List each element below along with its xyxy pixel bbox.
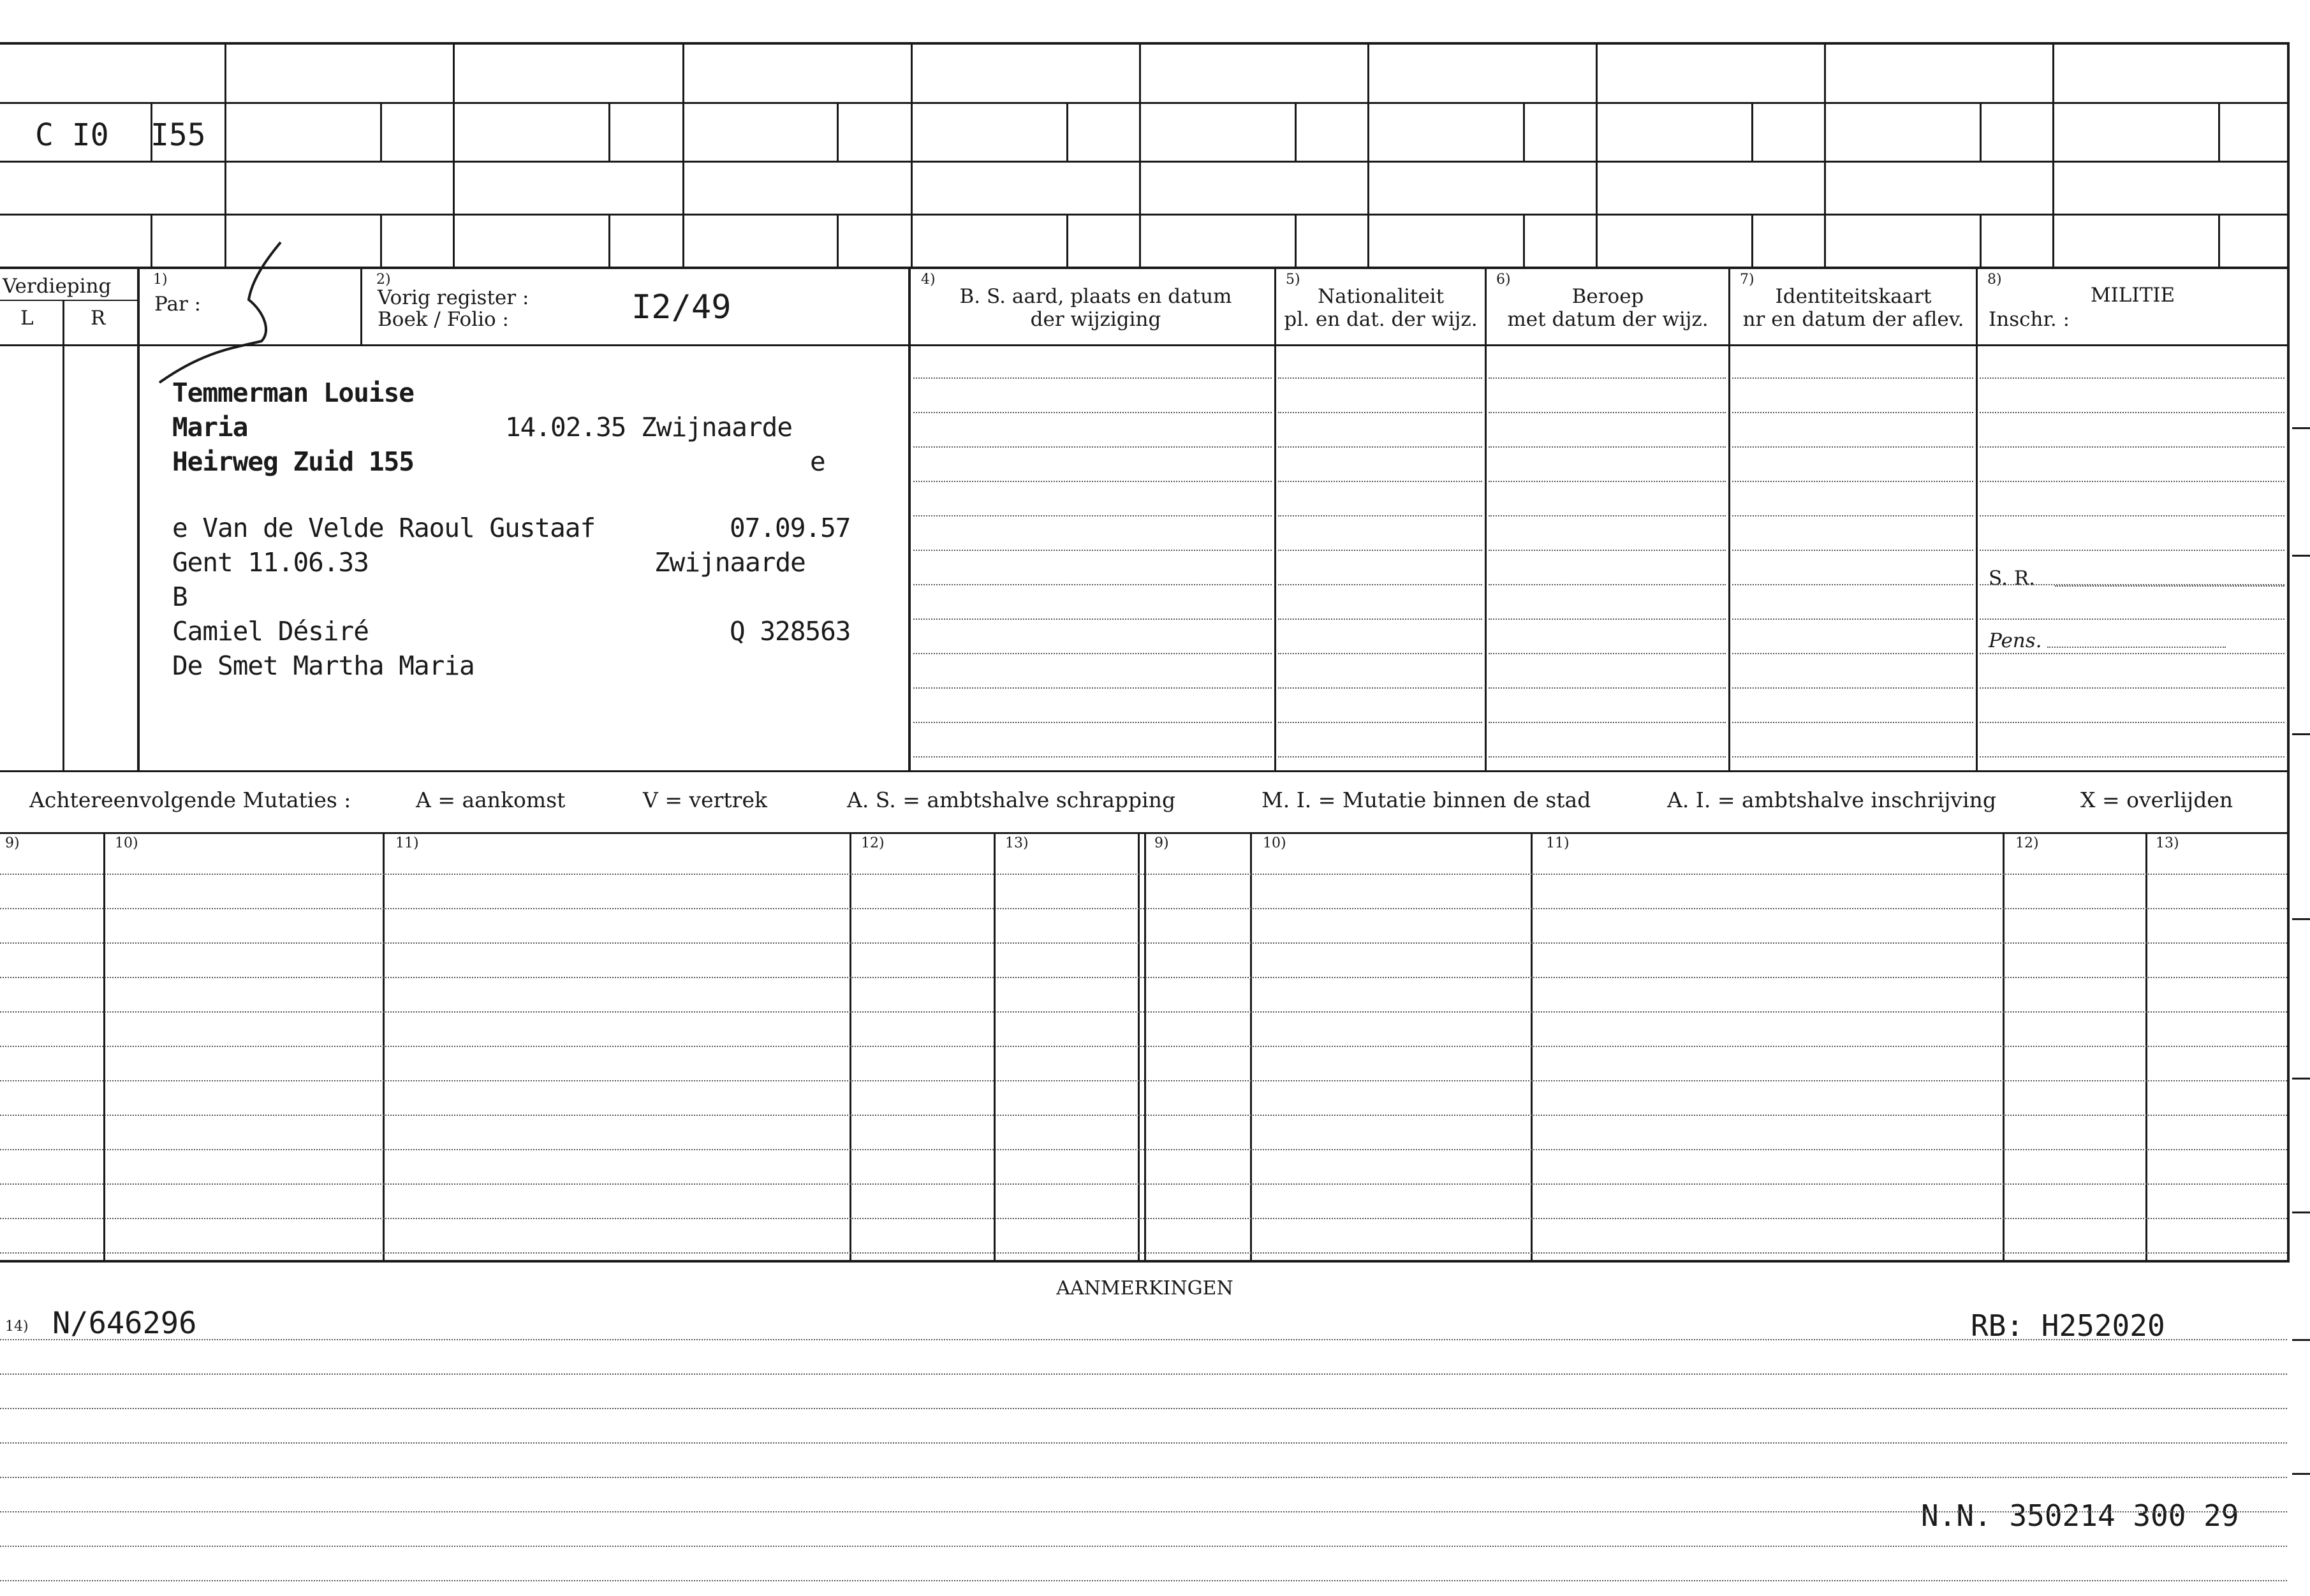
dotted-rule <box>1980 515 2284 516</box>
dotted-rule <box>1732 653 1973 654</box>
field2-label1: Vorig register : <box>378 286 529 309</box>
form-rule <box>2052 42 2054 269</box>
aanmerkingen-value: N/646296 <box>52 1306 197 1341</box>
form-rule <box>911 42 913 269</box>
dotted-rule <box>913 446 1272 448</box>
field6-label2: met datum der wijz. <box>1507 308 1709 331</box>
dotted-rule <box>0 1477 2287 1478</box>
person-spouse: e Van de Velde Raoul Gustaaf <box>172 513 596 543</box>
form-rule <box>2292 1473 2310 1475</box>
person-name-line2: Maria <box>172 412 248 443</box>
dotted-rule <box>1489 412 1726 413</box>
dotted-rule <box>1980 412 2284 413</box>
verdieping-title: Verdieping <box>3 275 112 298</box>
mutatie-vertrek: V = vertrek <box>643 787 767 812</box>
militie-pens: Pens. <box>1989 629 2042 652</box>
form-rule <box>2292 733 2310 735</box>
dotted-rule <box>913 550 1272 551</box>
person-father: Camiel Désiré <box>172 616 369 647</box>
dotted-rule <box>1489 481 1726 482</box>
dotted-rule <box>1732 722 1973 723</box>
form-rule <box>608 102 610 161</box>
dotted-rule <box>1278 446 1482 448</box>
dotted-rule <box>1278 687 1482 689</box>
person-address: Heirweg Zuid 155 <box>172 446 414 477</box>
mut-col-11-right: 11) <box>1546 835 1570 851</box>
field2-num: 2) <box>376 272 391 288</box>
dotted-rule <box>1732 756 1973 758</box>
form-rule <box>1824 42 1826 269</box>
form-rule <box>1751 214 1753 269</box>
dotted-rule <box>1732 550 1973 551</box>
form-rule <box>1295 102 1297 161</box>
form-rule <box>837 214 839 269</box>
person-spouse-birth: Gent 11.06.33 <box>172 547 369 578</box>
dotted-rule <box>1278 412 1482 413</box>
field4-label2: der wijziging <box>1030 308 1161 331</box>
dotted-rule <box>1489 584 1726 585</box>
verdieping-right: R <box>91 307 106 330</box>
aanmerkingen-num: 14) <box>5 1319 29 1335</box>
militie-title: MILITIE <box>2090 284 2175 307</box>
dotted-rule <box>913 481 1272 482</box>
form-rule <box>837 102 839 161</box>
mut-col-13-right: 13) <box>2156 835 2179 851</box>
dotted-rule <box>1732 687 1973 689</box>
person-marriage-place: Zwijnaarde <box>654 547 806 578</box>
dotted-rule <box>913 584 1272 585</box>
dotted-rule <box>0 1183 2287 1185</box>
dotted-rule <box>913 653 1272 654</box>
rb-number: RB: H252020 <box>1971 1308 2165 1343</box>
reference-number: I55 <box>151 117 206 153</box>
dotted-rule <box>1980 584 2284 585</box>
form-rule <box>1980 214 1982 269</box>
dotted-rule <box>913 756 1272 758</box>
reference-code: C I0 <box>35 117 109 153</box>
dotted-rule <box>0 1408 2287 1409</box>
person-marriage-date: 07.09.57 <box>730 513 851 543</box>
nn-number: N.N. 350214 300 29 <box>1921 1498 2239 1533</box>
mut-col-10-right: 10) <box>1263 835 1286 851</box>
dotted-rule <box>1980 446 2284 448</box>
field1-num: 1) <box>153 272 168 288</box>
form-rule <box>1066 214 1068 269</box>
form-rule <box>1751 102 1753 161</box>
form-rule <box>453 42 455 269</box>
verdieping-left: L <box>20 307 34 330</box>
person-id-card: Q 328563 <box>730 616 851 647</box>
dotted-rule <box>1278 550 1482 551</box>
person-name-line1: Temmerman Louise <box>172 377 414 408</box>
form-rule <box>2292 555 2310 557</box>
militie-inschr: Inschr. : <box>1989 308 2070 331</box>
field4-num: 4) <box>921 272 936 288</box>
dotted-rule <box>1278 722 1482 723</box>
mutatie-ambtshalve-inschrijving: A. I. = ambtshalve inschrijving <box>1667 787 1997 812</box>
dotted-rule <box>1732 619 1973 620</box>
form-rule <box>2292 1078 2310 1080</box>
dotted-rule <box>1732 446 1973 448</box>
dotted-rule <box>1278 653 1482 654</box>
dotted-rule <box>913 687 1272 689</box>
form-rule <box>608 214 610 269</box>
dotted-rule <box>1489 550 1726 551</box>
dotted-rule <box>0 1339 2287 1340</box>
aanmerkingen-title: AANMERKINGEN <box>1056 1277 1233 1299</box>
dotted-rule <box>0 1511 2287 1512</box>
dotted-rule <box>1980 619 2284 620</box>
dotted-rule <box>1489 446 1726 448</box>
dotted-rule <box>0 1046 2287 1047</box>
dotted-rule <box>913 412 1272 413</box>
mutatie-binnen-stad: M. I. = Mutatie binnen de stad <box>1262 787 1591 812</box>
dotted-rule <box>1278 377 1482 379</box>
mut-col-9-left: 9) <box>5 835 20 851</box>
mutatie-aankomst: A = aankomst <box>416 787 566 812</box>
form-rule <box>380 102 382 161</box>
form-rule <box>151 214 152 269</box>
mut-col-11-left: 11) <box>395 835 419 851</box>
field8-num: 8) <box>1987 272 2002 288</box>
dotted-rule <box>0 977 2287 978</box>
dotted-rule <box>1489 756 1726 758</box>
form-rule <box>1980 102 1982 161</box>
dotted-rule <box>1278 481 1482 482</box>
dotted-rule <box>1489 515 1726 516</box>
mut-col-12-left: 12) <box>861 835 885 851</box>
form-rule <box>2292 1339 2310 1341</box>
dotted-rule <box>1278 584 1482 585</box>
dotted-rule <box>1732 584 1973 585</box>
form-rule <box>1367 42 1369 269</box>
field6-num: 6) <box>1496 272 1511 288</box>
dotted-rule <box>1489 653 1726 654</box>
dotted-rule <box>913 515 1272 516</box>
field7-label1: Identiteitskaart <box>1775 285 1932 308</box>
dotted-rule <box>1489 687 1726 689</box>
mutaties-title: Achtereenvolgende Mutaties : <box>29 787 351 812</box>
dotted-rule <box>0 942 2287 944</box>
dotted-rule <box>0 1373 2287 1375</box>
dotted-rule <box>1278 619 1482 620</box>
form-rule <box>1523 102 1525 161</box>
dotted-rule <box>1732 377 1973 379</box>
form-rule <box>224 42 226 269</box>
person-birth: 14.02.35 Zwijnaarde <box>505 412 792 443</box>
dotted-rule <box>0 1080 2287 1081</box>
dotted-rule <box>1980 481 2284 482</box>
field2-label2: Boek / Folio : <box>378 308 509 331</box>
militie-sr: S. R. <box>1989 567 2036 590</box>
dotted-rule <box>0 1115 2287 1116</box>
dotted-rule <box>1732 481 1973 482</box>
dotted-rule <box>0 874 2287 875</box>
mut-col-13-left: 13) <box>1005 835 1029 851</box>
mutatie-overlijden: X = overlijden <box>2080 787 2233 812</box>
dotted-rule <box>0 1546 2287 1547</box>
dotted-rule <box>0 1149 2287 1150</box>
form-rule <box>1596 42 1598 269</box>
dotted-rule <box>1489 377 1726 379</box>
field7-label2: nr en datum der aflev. <box>1742 308 1964 331</box>
dotted-rule <box>913 722 1272 723</box>
field4-label1: B. S. aard, plaats en datum <box>959 285 1232 308</box>
dotted-rule <box>0 1011 2287 1013</box>
dotted-rule <box>1980 722 2284 723</box>
dotted-rule <box>0 1442 2287 1444</box>
form-rule <box>2218 214 2220 269</box>
dotted-rule <box>1489 619 1726 620</box>
dotted-rule <box>0 908 2287 909</box>
par-signature-mark <box>153 236 306 389</box>
field5-label2: pl. en dat. der wijz. <box>1284 308 1478 331</box>
person-e1: e <box>810 446 825 477</box>
form-rule <box>1066 102 1068 161</box>
dotted-rule <box>1980 653 2284 654</box>
dotted-rule <box>913 619 1272 620</box>
form-rule <box>1295 214 1297 269</box>
field5-num: 5) <box>1286 272 1300 288</box>
form-rule <box>1523 214 1525 269</box>
dotted-rule <box>0 1580 2287 1581</box>
form-rule <box>2292 427 2310 429</box>
dotted-rule <box>1980 550 2284 551</box>
field5-label1: Nationaliteit <box>1317 285 1445 308</box>
form-rule <box>2292 918 2310 920</box>
mut-col-10-left: 10) <box>115 835 138 851</box>
dotted-rule <box>1489 722 1726 723</box>
dotted-rule <box>0 1252 2287 1254</box>
mut-col-9-right: 9) <box>1154 835 1169 851</box>
dotted-rule <box>1732 412 1973 413</box>
form-rule <box>380 214 382 269</box>
dotted-rule <box>1278 515 1482 516</box>
form-rule <box>1139 42 1141 269</box>
dotted-rule <box>0 1218 2287 1219</box>
dotted-rule <box>1278 756 1482 758</box>
form-rule <box>2218 102 2220 161</box>
dotted-rule <box>1980 687 2284 689</box>
dotted-rule <box>1732 515 1973 516</box>
person-mother: De Smet Martha Maria <box>172 650 475 681</box>
mutatie-ambtshalve-schrapping: A. S. = ambtshalve schrapping <box>847 787 1176 812</box>
dotted-rule <box>913 377 1272 379</box>
dotted-rule <box>1980 756 2284 758</box>
person-b: B <box>172 582 188 612</box>
form-rule <box>2292 1212 2310 1213</box>
mut-col-12-right: 12) <box>2015 835 2039 851</box>
vorig-register-value: I2/49 <box>631 288 732 326</box>
dotted-rule <box>1980 377 2284 379</box>
field1-label: Par : <box>154 293 202 316</box>
field7-num: 7) <box>1740 272 1755 288</box>
field6-label1: Beroep <box>1571 285 1644 308</box>
form-rule <box>682 42 684 269</box>
